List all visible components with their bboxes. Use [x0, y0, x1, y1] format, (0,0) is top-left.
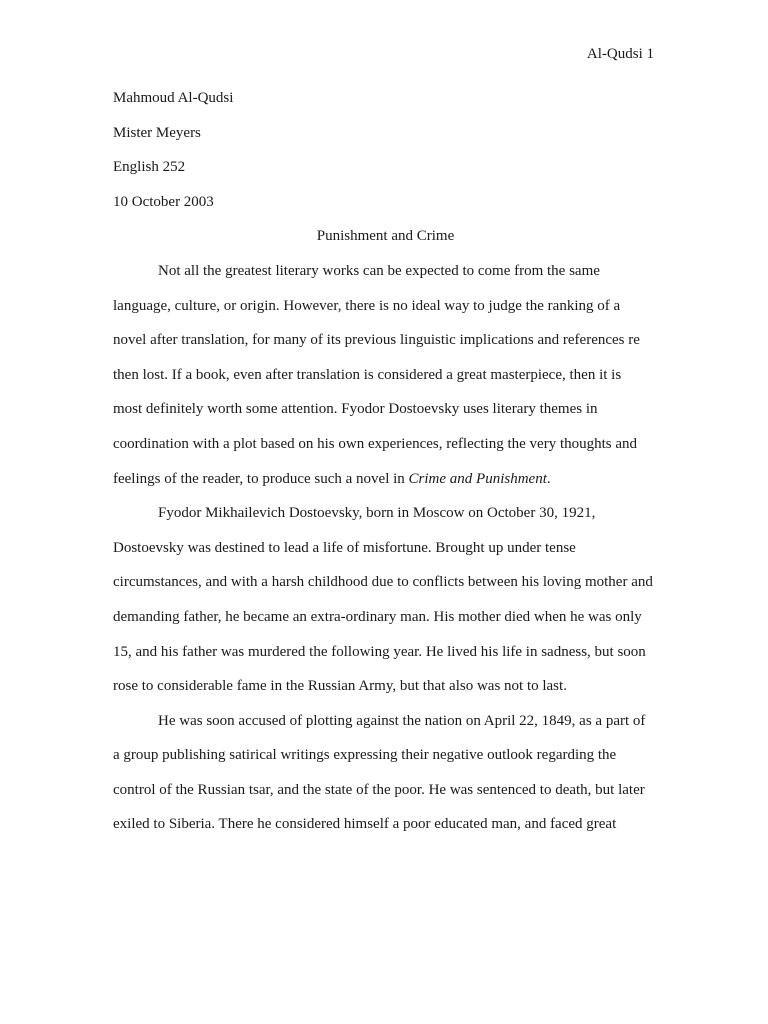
paragraph-2: [113, 502, 658, 710]
paragraph-line: Fyodor Mikhailevich Dostoevsky, born in Moscow on October 30, 1921,: [158, 505, 596, 522]
paragraph-line: then lost. If a book, even after translation is considered a great masterpiece, then it is: [113, 366, 622, 383]
line-text: feelings of the reader, to produce such a novel in: [113, 470, 409, 487]
paragraph-line: a group publishing satirical writings expressing their negative outlook regarding the: [113, 747, 617, 764]
running-head: Al-Qudsi 1: [586, 46, 654, 62]
paragraph-line: [113, 468, 658, 503]
paragraph-line: demanding father, he became an extra-ordinary man. His mother died when he was only: [113, 608, 642, 625]
paragraph-3: [113, 710, 658, 848]
paragraph-line: circumstances, and with a harsh childhood due to conflicts between his loving mother and: [113, 574, 653, 591]
author-name: Mahmoud Al-Qudsi: [113, 90, 234, 106]
paragraph-line: He was soon accused of plotting against the nation on April 22, 1849, as a part of: [158, 712, 646, 729]
heading-block: [113, 87, 658, 225]
paragraph-line: most definitely worth some attention. Fyodor Dostoevsky uses literary themes in: [113, 401, 598, 418]
paragraph-1: [113, 260, 658, 502]
line-text: .: [546, 470, 551, 487]
paragraph-line: Not all the greatest literary works can be expected to come from the same: [158, 262, 600, 279]
essay-content: [113, 87, 658, 848]
essay-date: 10 October 2003: [113, 193, 214, 210]
paragraph-line: coordination with a plot based on his own experiences, reflecting the very thoughts and: [113, 435, 638, 452]
paragraph-line: rose to considerable fame in the Russian Army, but that also was not to last.: [113, 678, 567, 695]
paragraph-line: novel after translation, for many of its previous linguistic implications and references re: [113, 332, 640, 349]
essay-title: Punishment and Crime: [316, 228, 455, 245]
paragraph-line: control of the Russian tsar, and the state of the poor. He was sentenced to death, but later: [113, 781, 645, 798]
instructor-name: Mister Meyers: [113, 124, 201, 141]
book-title-italic: Crime and Punishment: [408, 470, 547, 487]
course-name: English 252: [113, 159, 186, 176]
paragraph-line: exiled to Siberia. There he considered himself a poor educated man, and faced great: [113, 816, 617, 833]
paragraph-line: Dostoevsky was destined to lead a life of misfortune. Brought up under tense: [113, 539, 576, 556]
paragraph-line: 15, and his father was murdered the following year. He lived his life in sadness, but soon: [113, 643, 646, 660]
paragraph-line: language, culture, or origin. However, there is no ideal way to judge the ranking of a: [113, 297, 621, 314]
